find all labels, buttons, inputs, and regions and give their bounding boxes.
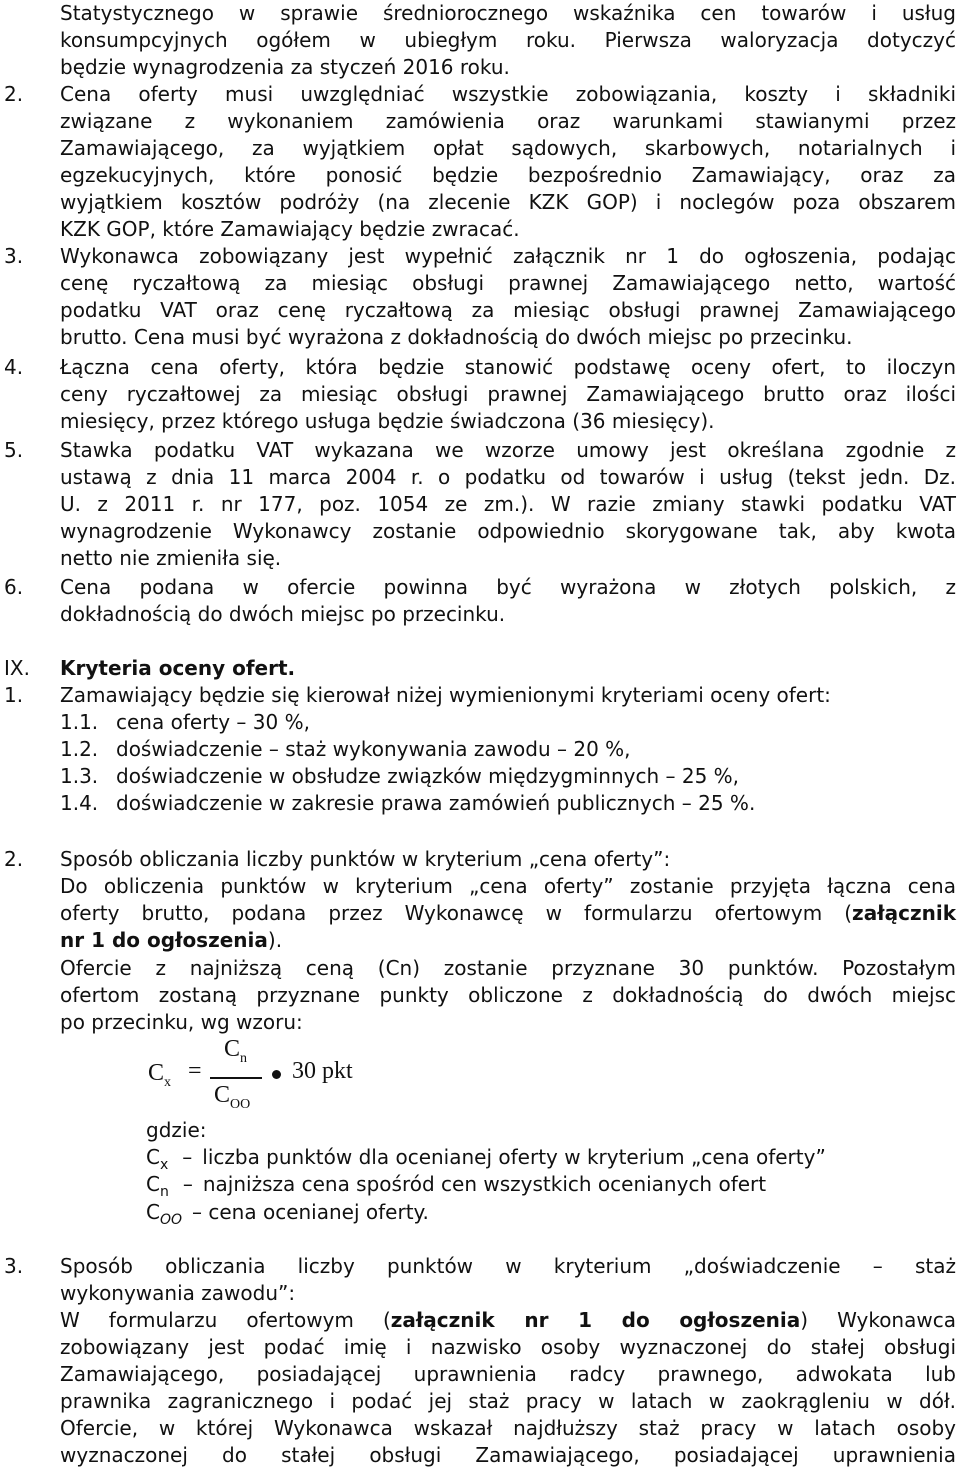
point-6-line: Cena podana w ofercie powinna być wyrażona w złotych polskich, z (60, 575, 956, 599)
criterion-item-text: doświadczenie w obsłudze związków międzygminnych – 25 %, (116, 764, 740, 788)
point-2-line: KZK GOP, które Zamawiający będzie zwracać. (60, 217, 520, 241)
point-3-line: cenę ryczałtową za miesiąc obsługi prawnej Zamawiającego netto, wartość (60, 271, 956, 295)
criterion-item-number: 1.2. (60, 737, 99, 761)
criterion-2-text: ). (267, 928, 283, 952)
criterion-2-line (60, 900, 956, 927)
criterion-item-number: 1.1. (60, 710, 99, 734)
annex-reference: nr 1 do ogłoszenia (60, 928, 268, 952)
point-6-line: dokładnością do dwóch miejsc po przecinku. (60, 602, 506, 626)
point-5-line: ustawą z dnia 11 marca 2004 r. o podatku od towarów i usług (tekst jedn. Dz. (60, 465, 956, 489)
criterion-item-number: 1.3. (60, 764, 99, 788)
point-3-line: brutto. Cena musi być wyrażona z dokładnością do dwóch miejsc po przecinku. (60, 325, 853, 349)
criterion-3-line: prawnika zagranicznego i podać jej staż pracy w latach w zaokrągleniu w dół. (60, 1389, 956, 1413)
point-number: 2. (4, 82, 24, 106)
point-5-line: Stawka podatku VAT wykazana we wzorze umowy jest określana zgodnie z (60, 438, 956, 462)
intro-line: Statystycznego w sprawie średniorocznego wskaźnika cen towarów i usług (60, 1, 956, 25)
criterion-3-line: Zamawiającego, posiadającej uprawnienia radcy prawnego, adwokata lub (60, 1362, 956, 1386)
legend-label: gdzie: (146, 1118, 207, 1142)
annex-reference: załącznik (852, 901, 956, 925)
criterion-number: 2. (4, 847, 24, 871)
criterion-number: 3. (4, 1254, 24, 1278)
criterion-3-line: Sposób obliczania liczby punktów w kryterium „doświadczenie – staż (60, 1254, 956, 1278)
formula-numerator: $C_n$ (224, 1036, 248, 1066)
point-2-line: wyjątkiem kosztów podróży (na zlecenie KZK GOP) i noclegów poza obszarem (60, 190, 956, 214)
point-number: 5. (4, 438, 24, 462)
criterion-2-line (60, 927, 282, 954)
criterion-2-text: oferty brutto, podana przez Wykonawcę w formularzu ofertowym ( (60, 901, 853, 925)
criterion-3-line: Ofercie, w której Wykonawca wskazał najdłuższy staż pracy w latach osoby (60, 1416, 956, 1440)
formula-multiplier: 30 (292, 1058, 316, 1084)
point-5-line: netto nie zmieniła się. (60, 546, 282, 570)
criterion-2-line: Do obliczenia punktów w kryterium „cena oferty” zostanie przyjęta łączna cena (60, 874, 956, 898)
point-2-line: egzekucyjnych, które ponosić będzie bezpośrednio Zamawiający, oraz za (60, 163, 956, 187)
criterion-2-line: Ofercie z najniższą ceną (Cn) zostanie przyznane 30 punktów. Pozostałym (60, 956, 956, 980)
formula-denominator: $C_{OO}$ (214, 1082, 251, 1112)
criterion-item-number: 1.4. (60, 791, 99, 815)
point-5-line: U. z 2011 r. nr 177, poz. 1054 ze zm.). W razie zmiany stawki podatku VAT (60, 492, 956, 516)
intro-line: konsumpcyjnych ogółem w ubiegłym roku. Pierwsza waloryzacja dotyczyć (60, 28, 956, 52)
point-2-line: Zamawiającego, za wyjątkiem opłat sądowych, skarbowych, notarialnych i (60, 136, 956, 160)
point-5-line: wynagrodzenie Wykonawcy zostanie odpowiednio skorygowane tak, aby kwota (60, 519, 956, 543)
criterion-3-line: W formularzu ofertowym (załącznik nr 1 do ogłoszenia) Wykonawca (60, 1308, 956, 1332)
point-2-line: Cena oferty musi uwzględniać wszystkie zobowiązania, koszty i składniki (60, 82, 956, 106)
criterion-item-text: doświadczenie w zakresie prawa zamówień publicznych – 25 %. (116, 791, 756, 815)
point-3-line: Wykonawca zobowiązany jest wypełnić załącznik nr 1 do ogłoszenia, podając (60, 244, 956, 268)
criterion-2-line: Sposób obliczania liczby punktów w kryterium „cena oferty”: (60, 847, 671, 871)
legend-row: $C_n$ – najniższa cena spośród cen wszystkich ocenianych ofert (146, 1172, 767, 1200)
point-number: 6. (4, 575, 24, 599)
criterion-number: 1. (4, 683, 24, 707)
criterion-2-line: ofertom zostaną przyznane punkty obliczone z dokładnością do dwóch miejsc (60, 983, 956, 1007)
point-4-line: ceny ryczałtowej za miesiąc obsługi prawnej Zamawiającego brutto oraz ilości (60, 382, 956, 406)
criterion-item-text: doświadczenie – staż wykonywania zawodu – 20 %, (116, 737, 631, 761)
criterion-3-line: wykonywania zawodu”: (60, 1281, 296, 1305)
point-number: 3. (4, 244, 24, 268)
criterion-3-line: wyznaczonej do stałej obsługi Zamawiającego, posiadającej uprawnienia (60, 1443, 956, 1467)
formula-cx: $C_x$ (148, 1060, 172, 1090)
point-2-line: związane z wykonaniem zamówienia oraz warunkami stawianymi przez (60, 109, 956, 133)
section-title: Kryteria oceny ofert. (60, 656, 296, 680)
annex-reference: załącznik nr 1 do ogłoszenia (390, 1308, 801, 1332)
point-4-line: miesięcy, przez którego usługa będzie świadczona (36 miesięcy). (60, 409, 715, 433)
intro-line: będzie wynagrodzenia za styczeń 2016 roku. (60, 55, 510, 79)
point-4-line: Łączna cena oferty, która będzie stanowić podstawę oceny ofert, to iloczyn (60, 355, 956, 379)
legend-row: $C_{OO}$ – cena ocenianej oferty. (146, 1200, 429, 1228)
point-number: 4. (4, 355, 24, 379)
fraction-bar (210, 1077, 262, 1079)
formula-equals: = (188, 1058, 202, 1084)
criterion-item-text: cena oferty – 30 %, (116, 710, 310, 734)
legend-row: $C_x$ – liczba punktów dla ocenianej oferty w kryterium „cena oferty” (146, 1145, 826, 1173)
point-3-line: podatku VAT oraz cenę ryczałtową za miesiąc obsługi prawnej Zamawiającego (60, 298, 956, 322)
section-number: IX. (4, 656, 30, 680)
formula-unit: pkt (322, 1058, 353, 1084)
criterion-1-text: Zamawiający będzie się kierował niżej wymienionymi kryteriami oceny ofert: (60, 683, 831, 707)
criterion-3-line: zobowiązany jest podać imię i nazwisko osoby wyznaczonej do stałej obsługi (60, 1335, 956, 1359)
price-formula (148, 1036, 378, 1116)
multiply-dot (272, 1070, 281, 1079)
criterion-2-line: po przecinku, wg wzoru: (60, 1010, 303, 1034)
